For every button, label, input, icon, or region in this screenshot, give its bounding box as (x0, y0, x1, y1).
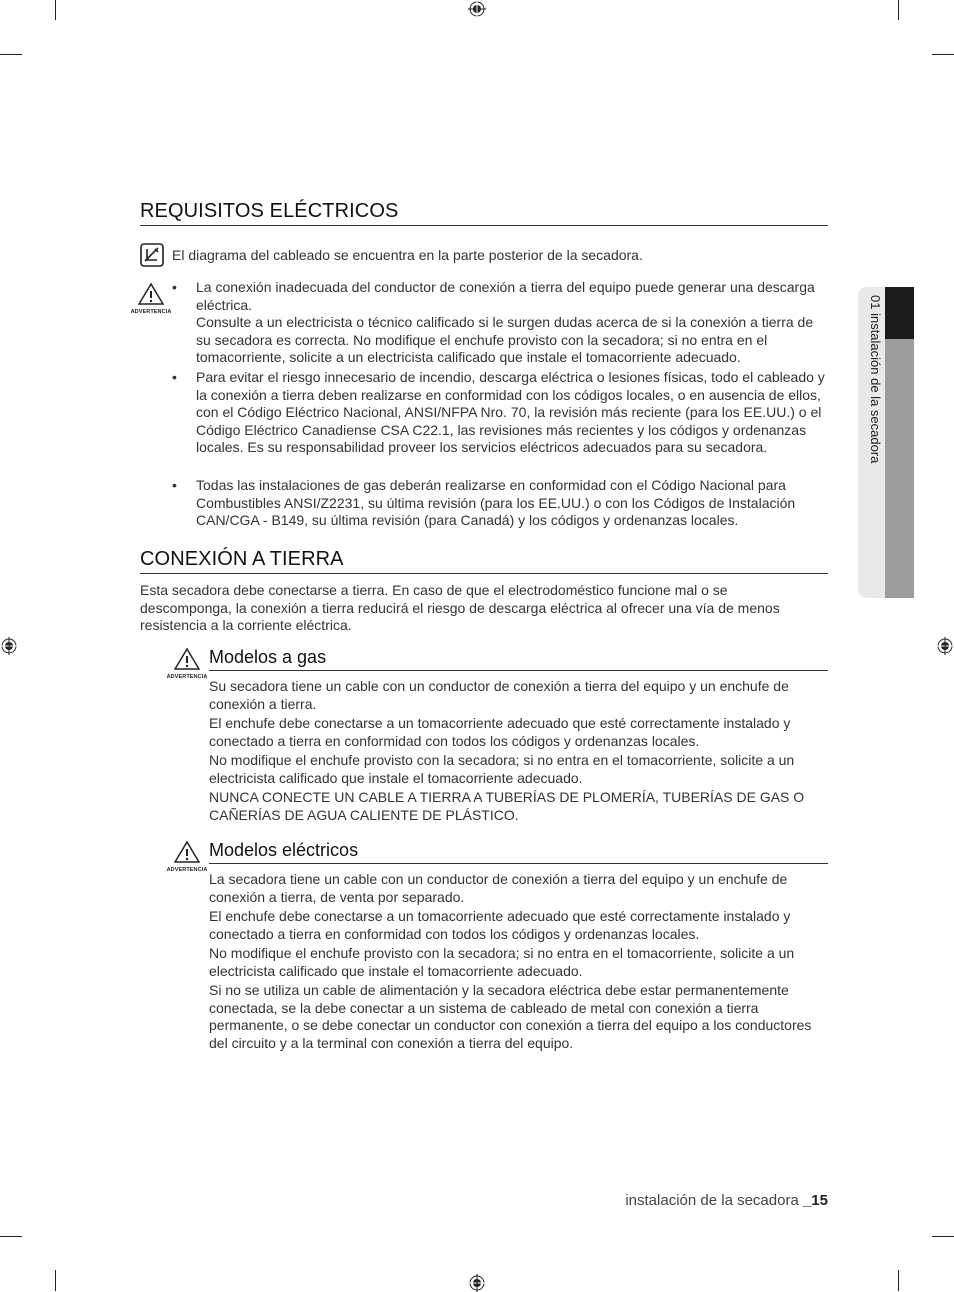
bullet-icon: • (172, 279, 177, 295)
paragraph: No modifique el enchufe provisto con la secadora; si no entra en el tomacorriente, solicite a un electricista calificado que instale el tomacorriente adecuado. (209, 752, 795, 786)
page-footer (625, 1192, 828, 1209)
bullet-text: Para evitar el riesgo innecesario de incendio, descarga eléctrica o lesiones físicas, todo el cableado y la conexión a tierra deben realizarse en conformidad con los códigos locales, o en ausencia de ellos, con el Código Eléctrico Nacional, ANSI/NFPA Nro. 70, la revisión más reciente (para los EE.UU.) o el Código Eléctrico Canadiense CSA C22.1, las revisiones más recientes y los códigos y ordenanzas locales. Es su responsabilidad proveer los servicios eléctricos adecuados para su secadora. (196, 369, 825, 455)
paragraph: No modifique el enchufe provisto con la secadora; si no entra en el tomacorriente, solicite a un electricista calificado que instale el tomacorriente adecuado. (209, 945, 795, 979)
registration-mark-icon (468, 1274, 486, 1292)
crop-mark (55, 1270, 56, 1291)
paragraph: El enchufe debe conectarse a un tomacorriente adecuado que esté correctamente instalado y conectado a tierra en conformidad con todos los códigos y ordenanzas locales. (209, 715, 791, 749)
registration-mark-icon (936, 637, 954, 655)
warning-label: ADVERTENCIA (166, 674, 208, 680)
gas-models-text (209, 678, 828, 826)
warning-label: ADVERTENCIA (130, 309, 172, 315)
crop-mark (898, 1270, 899, 1291)
note-icon (140, 243, 164, 267)
subsection-title-electric: Modelos eléctricos (209, 840, 828, 864)
crop-mark (0, 54, 22, 55)
registration-mark-icon (468, 0, 486, 18)
registration-mark-icon (0, 637, 18, 655)
list-item (172, 477, 828, 530)
note-text: El diagrama del cableado se encuentra en la parte posterior de la secadora. (172, 247, 643, 263)
paragraph: Su secadora tiene un cable con un conductor de conexión a tierra del equipo y un enchufe de conexión a tierra. (209, 678, 789, 712)
page-number: _15 (802, 1192, 828, 1209)
paragraph: Si no se utiliza un cable de alimentación y la secadora eléctrica debe estar permanentemente conectada, se la debe conectar a un sistema de cableado de metal con conexión a tierra permanente, o se debe conectar un conductor con conexión a tierra del equipo a los conductores del circuito y a la terminal con conexión a tierra del equipo. (209, 982, 812, 1051)
warning-badge (164, 648, 210, 680)
bullet-icon: • (172, 369, 177, 385)
paragraph: NUNCA CONECTE UN CABLE A TIERRA A TUBERÍAS DE PLOMERÍA, TUBERÍAS DE GAS O CAÑERÍAS DE AGUA CALIENTE DE PLÁSTICO. (209, 789, 805, 823)
crop-mark (898, 0, 899, 20)
paragraph: La secadora tiene un cable con un conductor de conexión a tierra del equipo y un enchufe de conexión a tierra, de venta por separado. (209, 871, 788, 905)
footer-text: instalación de la secadora (625, 1192, 799, 1209)
warning-badge (128, 283, 174, 315)
crop-mark (55, 0, 56, 20)
subsection-title-gas: Modelos a gas (209, 647, 828, 671)
crop-mark (0, 1236, 22, 1237)
warning-triangle-icon (138, 283, 164, 305)
side-tab-label: 01 instalación de la secadora (868, 295, 883, 464)
list-item (172, 369, 828, 457)
intro-text: Esta secadora debe conectarse a tierra. En caso de que el electrodoméstico funcione mal o se descomponga, la conexión a tierra reducirá el riesgo de descarga eléctrica al ofrecer una vía de menos resistencia a la corriente eléctrica. (140, 582, 780, 633)
crop-mark (932, 54, 954, 55)
bullet-text: Todas las instalaciones de gas deberán realizarse en conformidad con el Código Nacional para Combustibles ANSI/Z2231, su última revisión (para los EE.UU.) o con los Códigos de Instalación CAN/CGA - B149, su última revisión (para Canadá) y los códigos y ordenanzas locales. (196, 477, 796, 528)
warning-triangle-icon (174, 841, 200, 863)
bullet-icon: • (172, 477, 177, 493)
section-title-conexion: CONEXIÓN A TIERRA (140, 548, 828, 574)
warning-badge (164, 841, 210, 873)
paragraph: El enchufe debe conectarse a un tomacorriente adecuado que esté correctamente instalado y conectado a tierra en conformidad con todos los códigos y ordenanzas locales. (209, 908, 791, 942)
warning-label: ADVERTENCIA (166, 867, 208, 873)
bullet-text: La conexión inadecuada del conductor de conexión a tierra del equipo puede generar una descarga eléctrica. Consulte a un electricista o técnico calificado si le surgen dudas acerca de si la conexión a tierra de su secadora es correcta. No modifique el enchufe provisto con la secadora; si no entra en el tomacorriente, solicite a un electricista calificado que instale el tomacorriente adecuado. (196, 279, 815, 365)
list-item (172, 279, 828, 367)
side-tab-marker (885, 287, 914, 339)
section-title-requisitos: REQUISITOS ELÉCTRICOS (140, 200, 828, 226)
warning-triangle-icon (174, 648, 200, 670)
electric-models-text (209, 871, 828, 1054)
crop-mark (932, 1236, 954, 1237)
side-tab-bar (885, 339, 914, 598)
